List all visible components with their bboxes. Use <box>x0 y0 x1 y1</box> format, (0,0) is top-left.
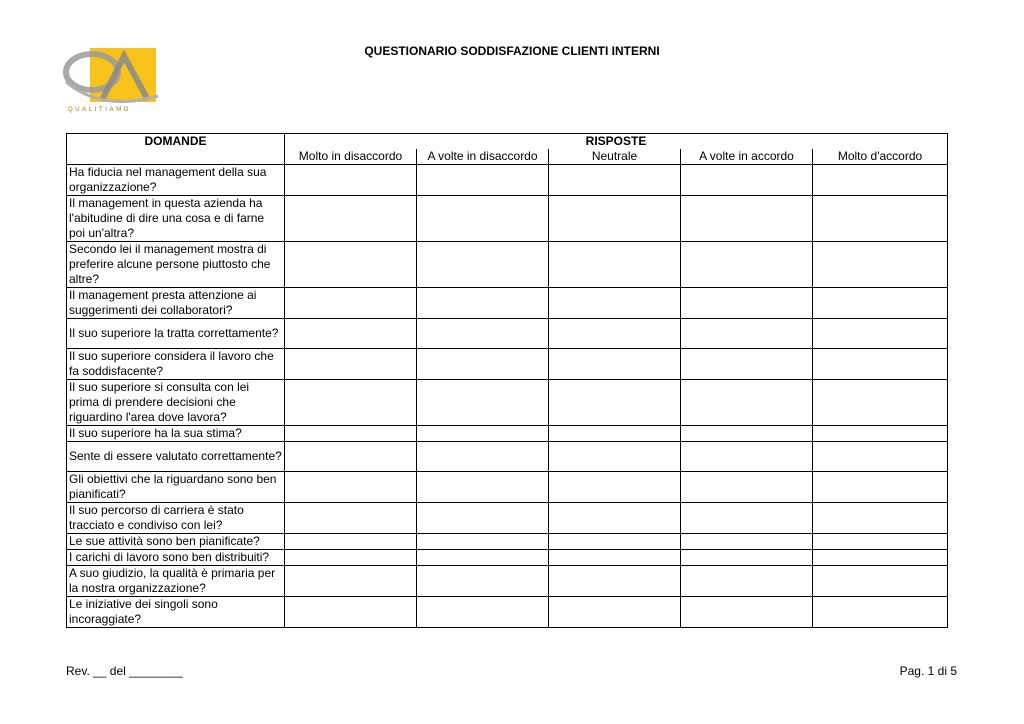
answer-cell[interactable] <box>285 380 417 426</box>
answer-cell[interactable] <box>681 503 813 534</box>
page-number: Pag. 1 di 5 <box>899 664 957 678</box>
answer-cell[interactable] <box>549 380 681 426</box>
answer-cell[interactable] <box>417 349 549 380</box>
answer-cell[interactable] <box>417 319 549 349</box>
question-text: Il suo superiore si consulta con lei prima di prendere decisioni che riguardino l'area dove lavora? <box>67 380 285 426</box>
answer-cell[interactable] <box>417 242 549 288</box>
answer-cell[interactable] <box>681 534 813 550</box>
question-row <box>67 472 948 503</box>
answer-cell[interactable] <box>285 534 417 550</box>
answer-cell[interactable] <box>681 165 813 196</box>
answer-cell[interactable] <box>813 534 948 550</box>
answer-cell[interactable] <box>549 242 681 288</box>
answer-cell[interactable] <box>549 597 681 628</box>
question-row <box>67 566 948 597</box>
header-domande: DOMANDE <box>67 134 285 165</box>
revision-line: Rev. __ del ________ <box>66 664 183 678</box>
answer-cell[interactable] <box>813 349 948 380</box>
answer-cell[interactable] <box>549 566 681 597</box>
answer-cell[interactable] <box>681 196 813 242</box>
answer-cell[interactable] <box>813 442 948 472</box>
answer-cell[interactable] <box>681 319 813 349</box>
answer-cell[interactable] <box>417 426 549 442</box>
answer-cell[interactable] <box>813 503 948 534</box>
answer-cell[interactable] <box>681 426 813 442</box>
question-row <box>67 165 948 196</box>
question-text: Il management presta attenzione ai suggerimenti dei collaboratori? <box>67 288 285 319</box>
question-text: Il management in questa azienda ha l'abitudine di dire una cosa e di farne poi un'altra? <box>67 196 285 242</box>
answer-cell[interactable] <box>285 196 417 242</box>
answer-cell[interactable] <box>813 426 948 442</box>
answer-cell[interactable] <box>813 319 948 349</box>
answer-cell[interactable] <box>681 380 813 426</box>
question-text: Il suo superiore la tratta correttamente? <box>67 319 285 349</box>
logo-wordmark: QUALITIAMO <box>68 107 132 113</box>
question-text: Il suo superiore ha la sua stima? <box>67 426 285 442</box>
answer-cell[interactable] <box>549 196 681 242</box>
option-label: A volte in disaccordo <box>417 149 549 165</box>
answer-cell[interactable] <box>417 442 549 472</box>
question-row <box>67 196 948 242</box>
question-row <box>67 503 948 534</box>
answer-cell[interactable] <box>549 349 681 380</box>
answer-cell[interactable] <box>813 242 948 288</box>
answer-cell[interactable] <box>285 426 417 442</box>
answer-cell[interactable] <box>285 550 417 566</box>
answer-cell[interactable] <box>549 165 681 196</box>
question-row <box>67 288 948 319</box>
answer-cell[interactable] <box>681 472 813 503</box>
answer-cell[interactable] <box>417 196 549 242</box>
question-text: Secondo lei il management mostra di preferire alcune persone piuttosto che altre? <box>67 242 285 288</box>
answer-cell[interactable] <box>813 472 948 503</box>
answer-cell[interactable] <box>681 242 813 288</box>
answer-cell[interactable] <box>285 288 417 319</box>
answer-cell[interactable] <box>681 597 813 628</box>
answer-cell[interactable] <box>417 597 549 628</box>
answer-cell[interactable] <box>285 349 417 380</box>
answer-cell[interactable] <box>417 566 549 597</box>
question-text: Ha fiducia nel management della sua organizzazione? <box>67 165 285 196</box>
answer-cell[interactable] <box>681 442 813 472</box>
question-row <box>67 242 948 288</box>
question-text: A suo giudizio, la qualità è primaria per la nostra organizzazione? <box>67 566 285 597</box>
page-title: QUESTIONARIO SODDISFAZIONE CLIENTI INTERNI <box>364 44 660 58</box>
answer-cell[interactable] <box>285 242 417 288</box>
question-text: Sente di essere valutato correttamente? <box>67 442 285 472</box>
answer-cell[interactable] <box>417 472 549 503</box>
answer-cell[interactable] <box>417 165 549 196</box>
option-label: A volte in accordo <box>681 149 813 165</box>
option-label: Molto in disaccordo <box>285 149 417 165</box>
answer-cell[interactable] <box>681 566 813 597</box>
answer-cell[interactable] <box>813 288 948 319</box>
answer-cell[interactable] <box>549 534 681 550</box>
question-row <box>67 442 948 472</box>
answer-cell[interactable] <box>285 597 417 628</box>
question-row <box>67 550 948 566</box>
answer-cell[interactable] <box>417 380 549 426</box>
answer-cell[interactable] <box>549 442 681 472</box>
answer-cell[interactable] <box>813 597 948 628</box>
question-text: Il suo superiore considera il lavoro che fa soddisfacente? <box>67 349 285 380</box>
answer-cell[interactable] <box>285 503 417 534</box>
answer-cell[interactable] <box>549 550 681 566</box>
question-text: Gli obiettivi che la riguardano sono ben pianificati? <box>67 472 285 503</box>
questionnaire-table <box>66 133 948 628</box>
answer-cell[interactable] <box>681 550 813 566</box>
option-label: Neutrale <box>549 149 681 165</box>
answer-cell[interactable] <box>549 426 681 442</box>
question-row <box>67 426 948 442</box>
answer-cell[interactable] <box>813 165 948 196</box>
question-row <box>67 349 948 380</box>
answer-cell[interactable] <box>813 380 948 426</box>
answer-cell[interactable] <box>813 566 948 597</box>
answer-cell[interactable] <box>549 319 681 349</box>
answer-cell[interactable] <box>417 550 549 566</box>
question-text: Le sue attività sono ben pianificate? <box>67 534 285 550</box>
answer-cell[interactable] <box>417 288 549 319</box>
answer-cell[interactable] <box>285 566 417 597</box>
answer-cell[interactable] <box>549 503 681 534</box>
answer-cell[interactable] <box>813 550 948 566</box>
header-risposte: RISPOSTE <box>285 134 948 150</box>
answer-cell[interactable] <box>285 165 417 196</box>
answer-cell[interactable] <box>285 442 417 472</box>
question-text: Le iniziative dei singoli sono incoraggiate? <box>67 597 285 628</box>
answer-cell[interactable] <box>681 288 813 319</box>
question-row <box>67 597 948 628</box>
answer-cell[interactable] <box>549 288 681 319</box>
answer-cell[interactable] <box>417 534 549 550</box>
option-label: Molto d'accordo <box>813 149 948 165</box>
question-text: I carichi di lavoro sono ben distribuiti? <box>67 550 285 566</box>
answer-cell[interactable] <box>813 196 948 242</box>
answer-cell[interactable] <box>549 472 681 503</box>
answer-cell[interactable] <box>681 349 813 380</box>
question-text: Il suo percorso di carriera è stato tracciato e condiviso con lei? <box>67 503 285 534</box>
answer-cell[interactable] <box>285 472 417 503</box>
question-row <box>67 534 948 550</box>
answer-cell[interactable] <box>285 319 417 349</box>
question-row <box>67 380 948 426</box>
question-row <box>67 319 948 349</box>
answer-cell[interactable] <box>417 503 549 534</box>
